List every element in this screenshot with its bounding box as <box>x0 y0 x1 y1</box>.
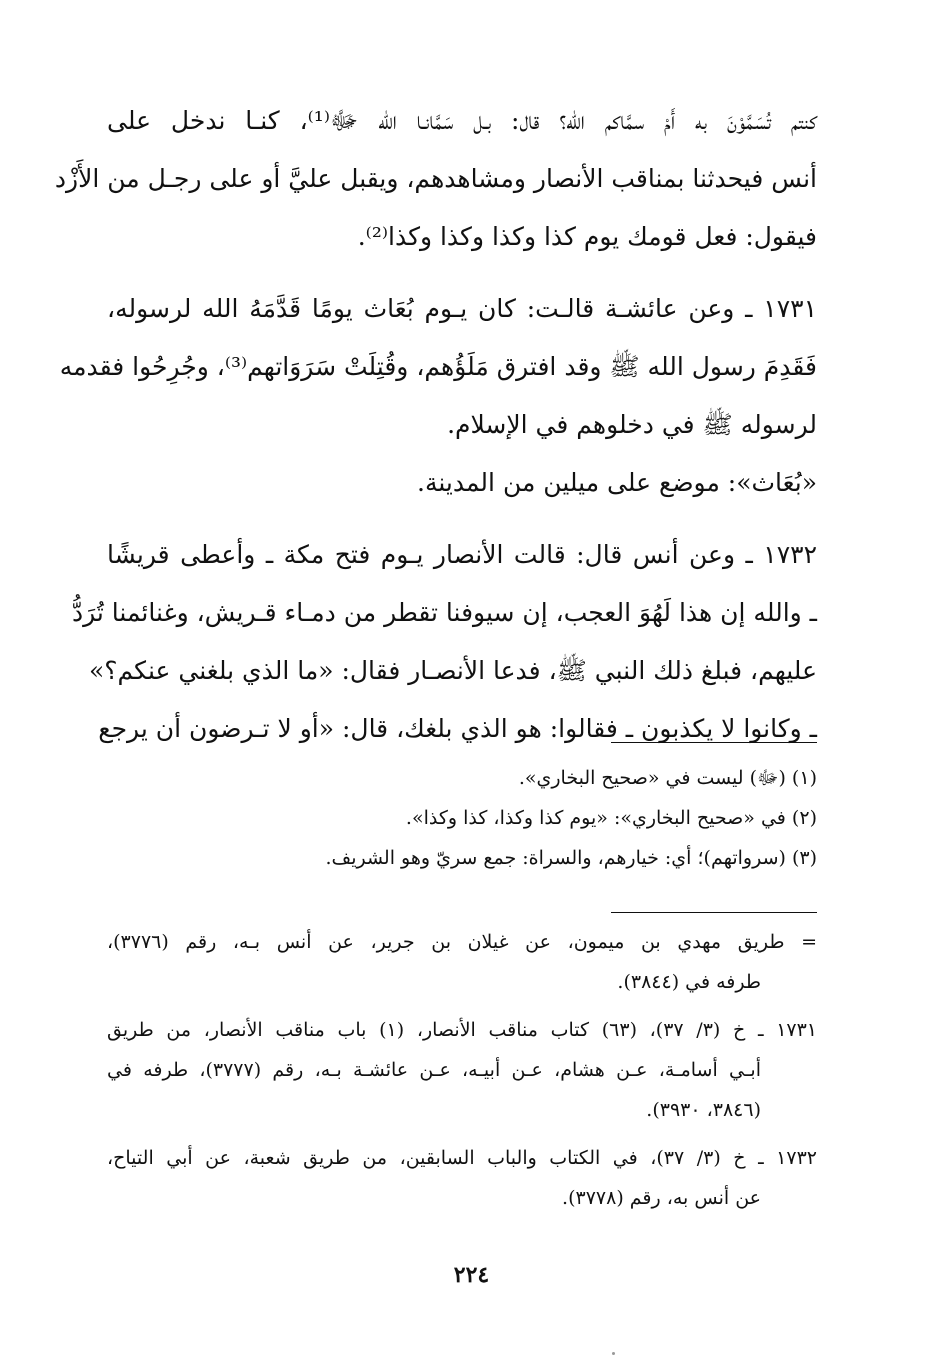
main-text <box>54 92 817 758</box>
text-line: أنس فيحدثنا بمناقب الأنصار ومشاهدهم، ويقبل عليَّ أو على رجـل من الأَزْد <box>54 164 817 193</box>
text-line: فَقَدِمَ رسول الله ﷺ وقد افترق مَلَؤُهم، وقُتِلَتْ سَرَوَاتهم⁽³⁾، وجُرِحُوا فقدمه <box>59 352 817 381</box>
reference-gap <box>107 1002 817 1010</box>
text-line: لرسوله ﷺ في دخلوهم في الإسلام. <box>447 410 817 439</box>
text-line: ـ والله إن هذا لَهُوَ العجب، إن سيوفنا تقطر من دمـاء قـريش، وغنائمنا تُرَدُّ <box>71 598 817 627</box>
reference-gap <box>107 1130 817 1138</box>
text-line: كنتم تُسَمَّوْنَ به أَمْ سمَّاكم الله؟ قال: بـل سَمَّانـا الله ﷻ⁽¹⁾، كنـا ندخل على <box>107 106 817 135</box>
text-line: ١٧٣١ ـ وعن عائشـة قالـت: كان يـوم بُعَاث يومًا قَدَّمَهُ الله لرسوله، <box>107 294 817 323</box>
reference-line: أبـي أسامـة، عـن هشام، عـن أبيـه، عـن عائشـة بـه، رقم (٣٧٧٧)، طرفه في <box>107 1059 761 1081</box>
text-line: ـ وكانوا لا يكذبون ـ فقالوا: هو الذي بلغك، قال: «أو لا تـرضون أن يرجع <box>98 714 817 743</box>
hadith-references <box>107 922 817 1218</box>
page-number: ٢٢٤ <box>453 1262 490 1288</box>
text-line: ١٧٣٢ ـ وعن أنس قال: قالت الأنصار يـوم فتح مكة ـ وأعطى قريشًا <box>107 540 817 569</box>
scan-speck <box>612 1352 615 1355</box>
footnote-separator <box>611 742 817 743</box>
footnote: (١) (ﷻ) ليست في «صحيح البخاري». <box>518 767 817 789</box>
paragraph-gap <box>107 266 817 280</box>
paragraph-gap <box>107 512 817 526</box>
reference-line: = طريق مهدي بن ميمون، عن غيلان بن جرير، عن أنس بـه، رقم (٣٧٧٦)، <box>107 931 817 953</box>
text-line: «بُعَاث»: موضع على ميلين من المدينة. <box>417 468 817 497</box>
reference-line: عن أنس به، رقم (٣٧٧٨). <box>562 1187 761 1209</box>
footnotes <box>107 758 817 878</box>
text-line: فيقول: فعل قومك يوم كذا وكذا وكذا وكذا⁽²⁾. <box>357 222 817 251</box>
reference-line: ١٧٣١ ـ خ (٣/ ٣٧)، (٦٣) كتاب مناقب الأنصار، (١) باب مناقب الأنصار، من طريق <box>107 1019 818 1041</box>
references-separator <box>611 912 817 913</box>
reference-line: (٣٨٤٦، ٣٩٣٠). <box>646 1099 761 1121</box>
reference-line: ١٧٣٢ ـ خ (٣/ ٣٧)، في الكتاب والباب السابقين، من طريق شعبة، عن أبي التياح، <box>107 1147 817 1169</box>
reference-line: طرفه في (٣٨٤٤). <box>617 971 761 993</box>
text-line: عليهم، فبلغ ذلك النبي ﷺ، فدعا الأنصـار فقال: «ما الذي بلغني عنكم؟» <box>88 656 817 685</box>
footnote: (٣) (سرواتهم)؛ أي: خيارهم، والسراة: جمع سريّ وهو الشريف. <box>325 847 817 869</box>
footnote: (٢) في «صحيح البخاري»: «يوم كذا وكذا، كذا وكذا». <box>405 807 817 829</box>
